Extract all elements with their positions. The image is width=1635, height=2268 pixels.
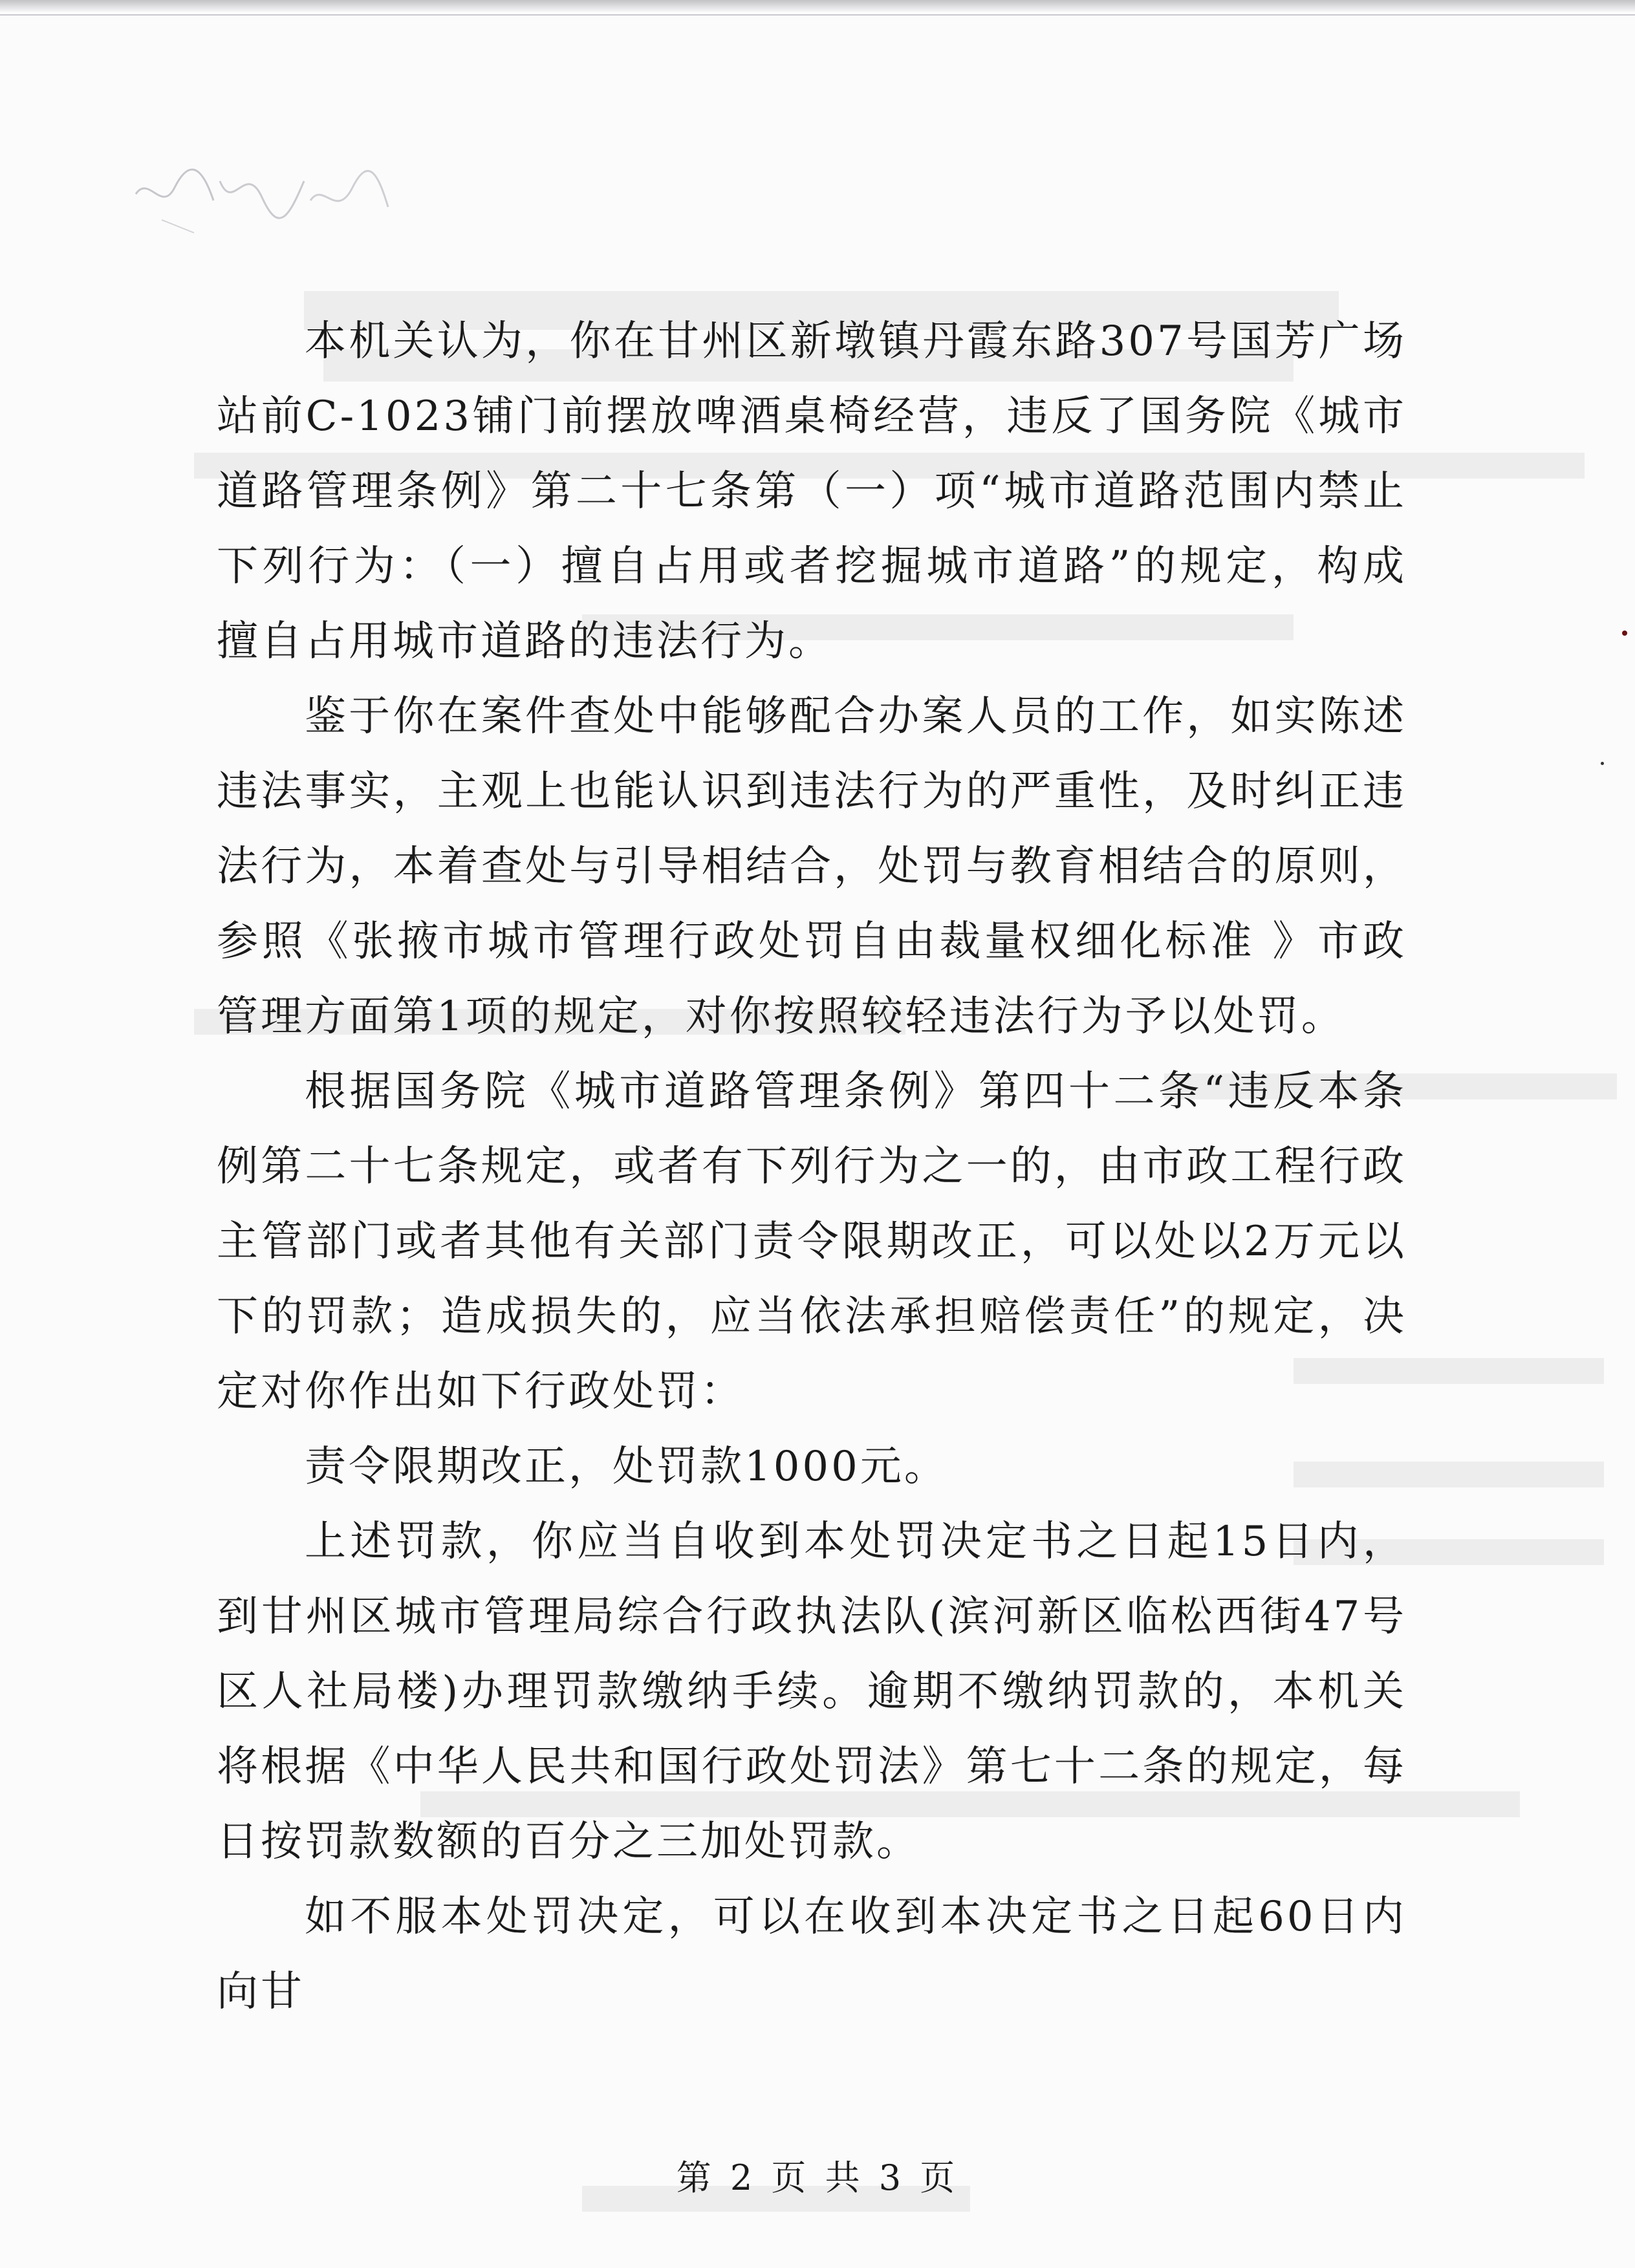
paragraph-appeal: 如不服本处罚决定，可以在收到本决定书之日起60日内向甘 [217,1893,1407,2016]
paragraph-legal-basis: 根据国务院《城市道路管理条例》第四十二条“违反本条例第二十七条规定，或者有下列行为之一的，由市政工程行政主管部门或者其他有关部门责令限期改正，可以处以2万元以下的罚款；造成损失的，应当依法承担赔偿责任”的规定，决定对你作出如下行政处罚： [217,1068,1407,1416]
ink-speck [1601,762,1604,765]
ink-speck [1622,631,1627,636]
paragraph-violation: 本机关认为，你在甘州区新墩镇丹霞东路307号国芳广场站前C-1023铺门前摆放啤酒桌椅经营，违反了国务院《城市道路管理条例》第二十七条第（一）项“城市道路范围内禁止下列行为：（一）擅自占用或者挖掘城市道路”的规定，构成擅自占用城市道路的违法行为。 [217,318,1407,665]
page-number: 第 2 页 共 3 页 [676,2157,959,2198]
paragraph-mitigation: 鉴于你在案件查处中能够配合办案人员的工作，如实陈述违法事实，主观上也能认识到违法行为的严重性，及时纠正违法行为，本着查处与引导相结合，处罚与教育相结合的原则，参照《张掖市城市管理行政处罚自由裁量权细化标准 》市政管理方面第1项的规定，对你按照较轻违法行为予以处罚。 [217,693,1407,1041]
document-body [217,304,1407,2029]
paragraph-payment: 上述罚款，你应当自收到本处罚决定书之日起15日内，到甘州区城市管理局综合行政执法队(滨河新区临松西街47号区人社局楼)办理罚款缴纳手续。逾期不缴纳罚款的，本机关将根据《中华人民共和国行政处罚法》第七十二条的规定，每日按罚款数额的百分之三加处罚款。 [217,1518,1407,1866]
paragraph-penalty: 责令限期改正，处罚款1000元。 [305,1443,948,1491]
